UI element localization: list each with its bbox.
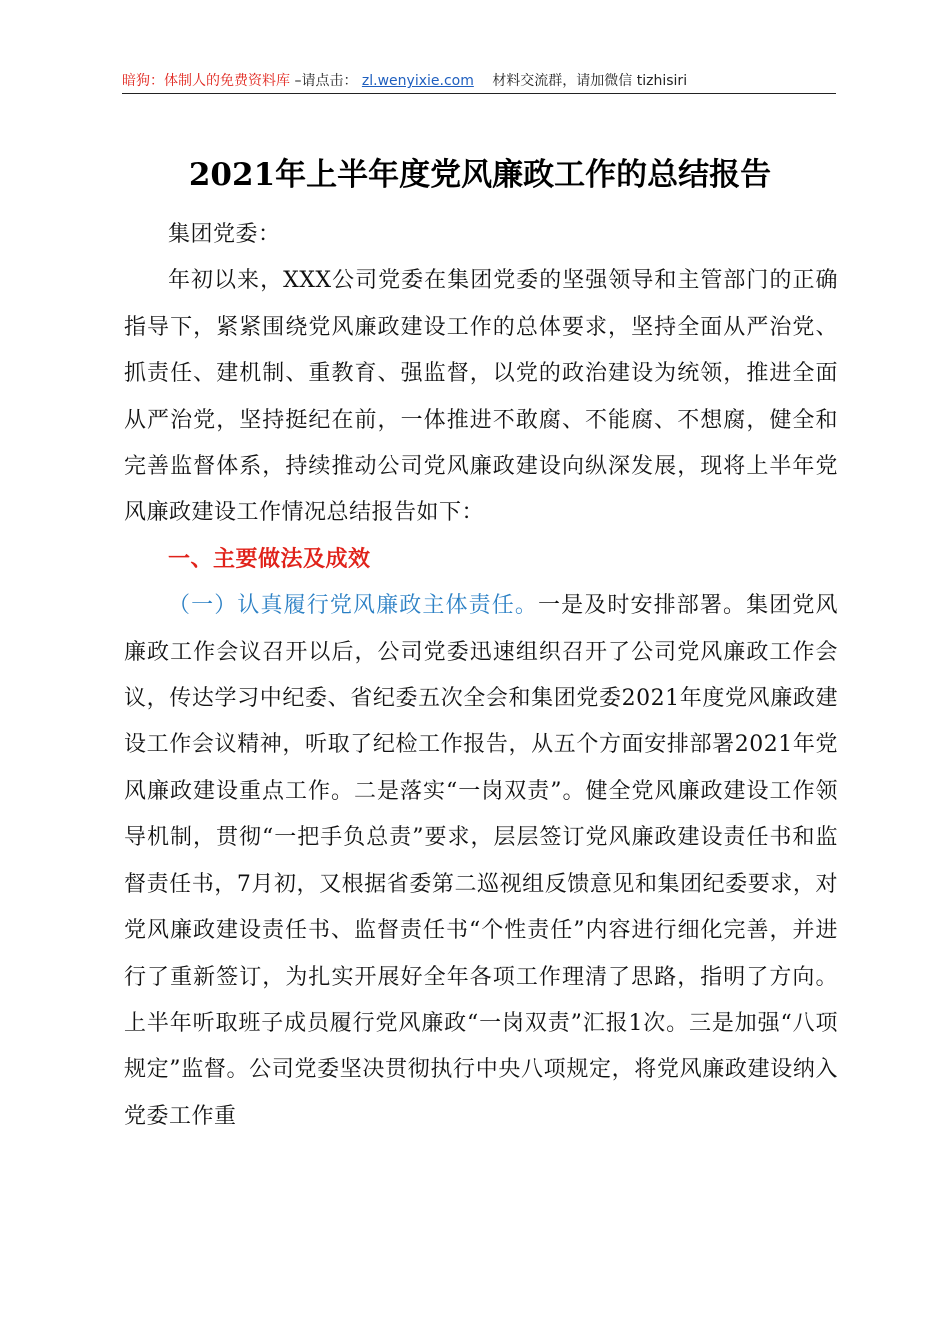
header-divider [122, 93, 836, 94]
document-title: 2021年上半年度党风廉政工作的总结报告 [188, 157, 772, 193]
document-body [124, 212, 838, 1140]
section-heading-1: 一、主要做法及成效 [168, 546, 371, 572]
intro-paragraph: 年初以来，XXX公司党委在集团党委的坚强领导和主管部门的正确指导下，紧紧围绕党风廉政建设工作的总体要求，坚持全面从严治党、抓责任、建机制、重教育、强监督，以党的政治建设为统领，推进全面从严治党，坚持挺纪在前，一体推进不敢腐、不能腐、不想腐，健全和完善监督体系，持续推动公司党风廉政建设向纵深发展，现将上半年党风廉政建设工作情况总结报告如下： [124, 268, 838, 526]
sub-section-paragraph-1 [124, 583, 838, 1140]
header-link[interactable]: zl.wenyixie.com [361, 73, 474, 89]
header-click-prompt: –请点击： [294, 73, 358, 89]
sub-heading-1: （一）认真履行党风廉政主体责任。 [168, 593, 538, 619]
header-wechat-note: 材料交流群，请加微信 tizhisiri [492, 73, 688, 89]
header-brand: 暗狗：体制人的免费资料库 [122, 73, 290, 89]
page-header [122, 70, 836, 92]
salutation: 集团党委： [168, 222, 281, 247]
sub-section-body-1: 一是及时安排部署。集团党风廉政工作会议召开以后，公司党委迅速组织召开了公司党风廉政工作会议，传达学习中纪委、省纪委五次全会和集团党委2021年度党风廉政建设工作会议精神，听取了纪检工作报告，从五个方面安排部署2021年党风廉政建设重点工作。二是落实“一岗双责”。健全党风廉政建设工作领导机制，贯彻“一把手负总责”要求，层层签订党风廉政建设责任书和监督责任书，7月初，又根据省委第二巡视组反馈意见和集团纪委要求，对党风廉政建设责任书、监督责任书“个性责任”内容进行细化完善，并进行了重新签订，为扎实开展好全年各项工作理清了思路，指明了方向。上半年听取班子成员履行党风廉政“一岗双责”汇报1次。三是加强“八项规定”监督。公司党委坚决贯彻执行中央八项规定，将党风廉政建设纳入党委工作重 [124, 593, 838, 1129]
